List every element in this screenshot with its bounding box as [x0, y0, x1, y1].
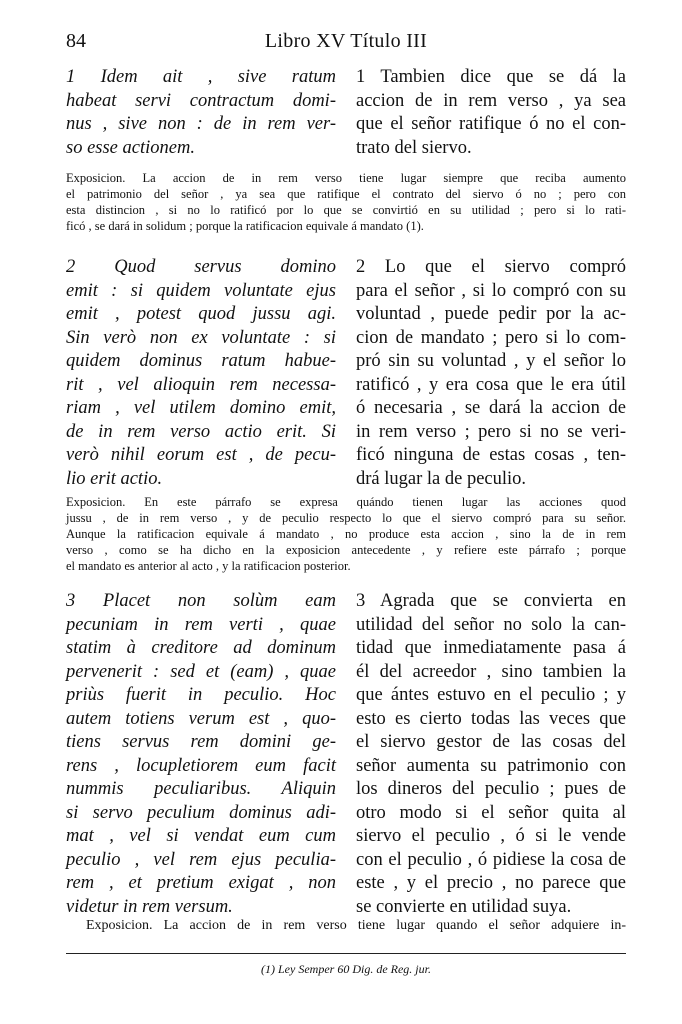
latin-line: nus , sive non : de in rem ver-	[66, 114, 336, 134]
spanish-line: ficó ninguna de estas cosas , ten-	[356, 445, 626, 465]
spanish-line: utilidad del señor no solo la can-	[356, 614, 626, 635]
latin-line: tiens servus rem domini ge-	[66, 732, 336, 752]
spanish-line: ratificó , y era cosa que le era útil	[356, 374, 626, 395]
footnote-divider	[66, 953, 626, 954]
latin-line: mat , vel si vendat eum cum	[66, 826, 336, 846]
exposicion-line: ficó , se dará in solidum ; porque la ratificacion equivale á mandato (1).	[66, 219, 424, 233]
spanish-column	[356, 590, 626, 919]
latin-column	[66, 66, 336, 160]
latin-line: rens , locupletiorem eum facit	[66, 755, 336, 776]
latin-line: 3 Placet non solùm eam	[66, 591, 336, 611]
spanish-line: ó necesaria , se dará la accion de	[356, 398, 626, 418]
exposicion-line: Aunque la ratificacion equivale á mandato , no produce esta accion , sino la de in rem	[66, 527, 626, 541]
exposicion-line: Exposicion. La accion de in rem verso tiene lugar siempre que reciba aumento	[66, 171, 626, 185]
exposicion-line: esta distincion , si no lo ratificó por lo que se convirtió en su utilidad ; pero si lo rati-	[66, 203, 626, 217]
spanish-line: los dineros del peculio ; pues de	[356, 779, 626, 799]
paragraph-3	[66, 590, 626, 920]
exposicion-2	[66, 494, 626, 574]
latin-line: lio erit actio.	[66, 468, 163, 489]
spanish-line: este , y el precio , no parece que	[356, 873, 626, 893]
exposicion-1	[66, 170, 626, 234]
spanish-column	[356, 66, 626, 160]
spanish-line: señor aumenta su patrimonio con	[356, 755, 626, 776]
spanish-line: siervo el peculio , ó si le vende	[356, 826, 626, 846]
spanish-line: 1 Tambien dice que se dá la	[356, 67, 626, 87]
page-number: 84	[66, 30, 86, 52]
spanish-line: 2 Lo que el siervo compró	[356, 257, 626, 277]
spanish-column	[356, 256, 626, 491]
latin-line: pecuniam in rem verti , quae	[66, 614, 336, 635]
latin-line: verò nihil eorum est , de pecu-	[66, 445, 336, 465]
spanish-line: voluntad , puede pedir por la ac-	[356, 304, 626, 324]
spanish-line: otro modo si el señor quita al	[356, 802, 626, 823]
spanish-line: que ántes estuvo en el peculio ; y	[356, 685, 626, 705]
latin-column	[66, 256, 336, 491]
paragraph-2	[66, 256, 626, 496]
exposicion-line: jussu , de in rem verso , y de peculio respecto lo que el siervo compró para su señor.	[66, 511, 626, 525]
latin-line: emit , potest quod jussu agi.	[66, 304, 336, 324]
running-title: Libro XV Título III	[264, 30, 428, 52]
latin-line: habeat servi contractum domi-	[66, 90, 336, 111]
paragraph-1	[66, 66, 626, 162]
latin-line: emit : si quidem voluntate ejus	[66, 280, 336, 301]
latin-line: videtur in rem versum.	[66, 896, 233, 917]
exposicion-line: el patrimonio del señor , ya sea que ratifique el contrato del siervo ó no ; pero con	[66, 187, 626, 201]
latin-line: so esse actionem.	[66, 137, 195, 158]
spanish-line: 3 Agrada que se convierta en	[356, 591, 626, 611]
latin-line: si servo peculium dominus adi-	[66, 802, 336, 823]
latin-line: peculio , vel rem ejus peculia-	[66, 849, 336, 870]
latin-line: quidem dominus ratum habue-	[66, 351, 336, 371]
latin-line: rem , et pretium exigat , non	[66, 873, 336, 893]
spanish-line: pró sin su voluntad , y el señor lo	[356, 351, 626, 371]
latin-line: priùs fuerit in peculio. Hoc	[66, 685, 336, 705]
latin-line: statim à creditore ad dominum	[66, 638, 336, 658]
spanish-line: cion de mandato ; pero si lo com-	[356, 327, 626, 348]
spanish-line: in rem verso ; pero si no se veri-	[356, 421, 626, 442]
footnote: (1) Ley Semper 60 Dig. de Reg. jur.	[261, 962, 431, 976]
spanish-line: que el señor ratifique ó no el con-	[356, 114, 626, 134]
latin-line: pervenerit : sed et (eam) , quae	[66, 661, 336, 682]
exposicion-line: verso , como se ha dicho en la exposicion antecedente , y refiere este párrafo ; porque	[66, 543, 626, 557]
spanish-line: tidad que inmediatamente pasa á	[356, 638, 626, 658]
exposicion-line: Exposicion. En este párrafo se expresa quándo tienen lugar las acciones quod	[66, 495, 626, 509]
spanish-line: esto es cierto todas las veces que	[356, 708, 626, 729]
spanish-line: con el peculio , ó pidiese la cosa de	[356, 849, 626, 870]
spanish-line: el siervo gestor de las cosas del	[356, 732, 626, 752]
latin-line: de in rem verso actio erit. Si	[66, 421, 336, 442]
latin-line: 2 Quod servus domino	[66, 257, 336, 277]
spanish-line: para el señor , si lo compró con su	[356, 280, 626, 301]
spanish-line: se convierte en utilidad suya.	[356, 896, 572, 917]
latin-line: 1 Idem ait , sive ratum	[66, 67, 336, 87]
latin-line: Sin verò non ex voluntate : si	[66, 327, 336, 348]
exposicion-3	[86, 917, 626, 935]
latin-line: autem totiens verum est , quo-	[66, 708, 336, 729]
spanish-line: drá lugar la de peculio.	[356, 468, 527, 489]
page-header	[66, 30, 626, 60]
spanish-line: él del acreedor , sino tambien la	[356, 661, 626, 682]
exposicion-line: el mandato es anterior al acto , y la ratificacion posterior.	[66, 559, 351, 573]
latin-line: nummis peculiaribus. Aliquin	[66, 779, 336, 799]
latin-line: rit , vel alioquin rem necessa-	[66, 374, 336, 395]
spanish-line: accion de in rem verso , ya sea	[356, 90, 626, 111]
exposicion-line: Exposicion. La accion de in rem verso tiene lugar quando el señor adquiere in-	[86, 918, 626, 933]
latin-column	[66, 590, 336, 919]
spanish-line: trato del siervo.	[356, 137, 472, 158]
latin-line: riam , vel utilem domino emit,	[66, 398, 336, 418]
